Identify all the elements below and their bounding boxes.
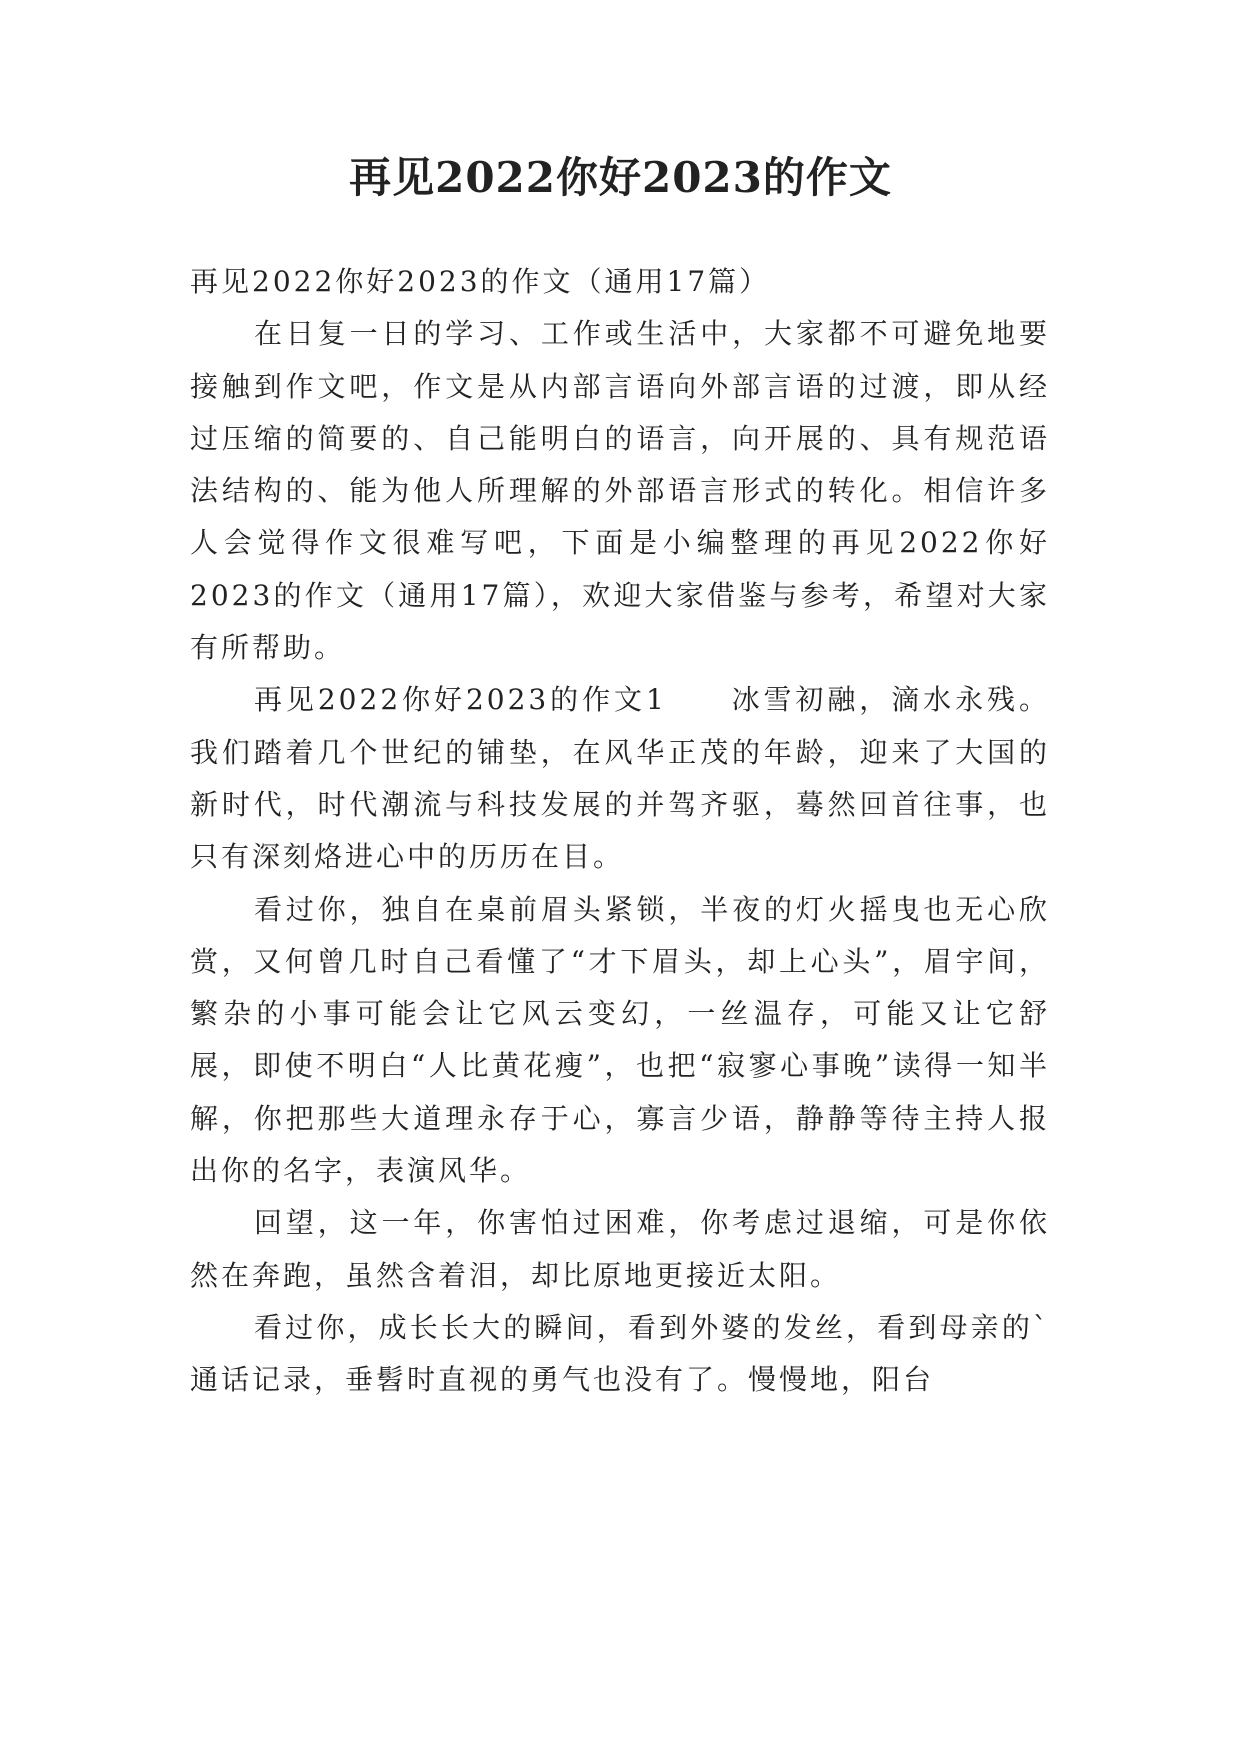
paragraph-essay-1-part-4: 看过你，成长长大的瞬间，看到外婆的发丝，看到母亲的`通话记录，垂髫时直视的勇气也没有了。慢慢地，阳台 xyxy=(190,1310,1050,1397)
paragraph-intro: 在日复一日的学习、工作或生活中，大家都不可避免地要接触到作文吧，作文是从内部言语向外部言语的过渡，即从经过压缩的简要的、自己能明白的语言，向开展的、具有规范语法结构的、能为他人所理解的外部语言形式的转化。相信许多人会觉得作文很难写吧，下面是小编整理的再见2022你好2023的作文（通用17篇），欢迎大家借鉴与参考，希望对大家有所帮助。 xyxy=(190,317,1050,665)
document-subtitle: 再见2022你好2023的作文（通用17篇） xyxy=(190,265,771,298)
paragraph-essay-1-part-2: 看过你，独自在桌前眉头紧锁，半夜的灯火摇曳也无心欣赏，又何曾几时自己看懂了“才下眉头，却上心头”，眉宇间，繁杂的小事可能会让它风云变幻，一丝温存，可能又让它舒展，即使不明白“人比黄花瘦”，也把“寂寥心事晚”读得一知半解，你把那些大道理永存于心，寡言少语，静静等待主持人报出你的名字，表演风华。 xyxy=(190,892,1050,1188)
document-body xyxy=(190,256,1050,1407)
document-title: 再见2022你好2023的作文 xyxy=(349,153,892,202)
paragraph-essay-1-part-3: 回望，这一年，你害怕过困难，你考虑过退缩，可是你依然在奔跑，虽然含着泪，却比原地更接近太阳。 xyxy=(190,1206,1050,1292)
paragraph-essay-1-opening: 再见2022你好2023的作文1 冰雪初融，滴水永残。我们踏着几个世纪的铺垫，在风华正茂的年龄，迎来了大国的新时代，时代潮流与科技发展的并驾齐驱，蓦然回首往事，也只有深刻烙进心中的历历在目。 xyxy=(190,683,1050,874)
